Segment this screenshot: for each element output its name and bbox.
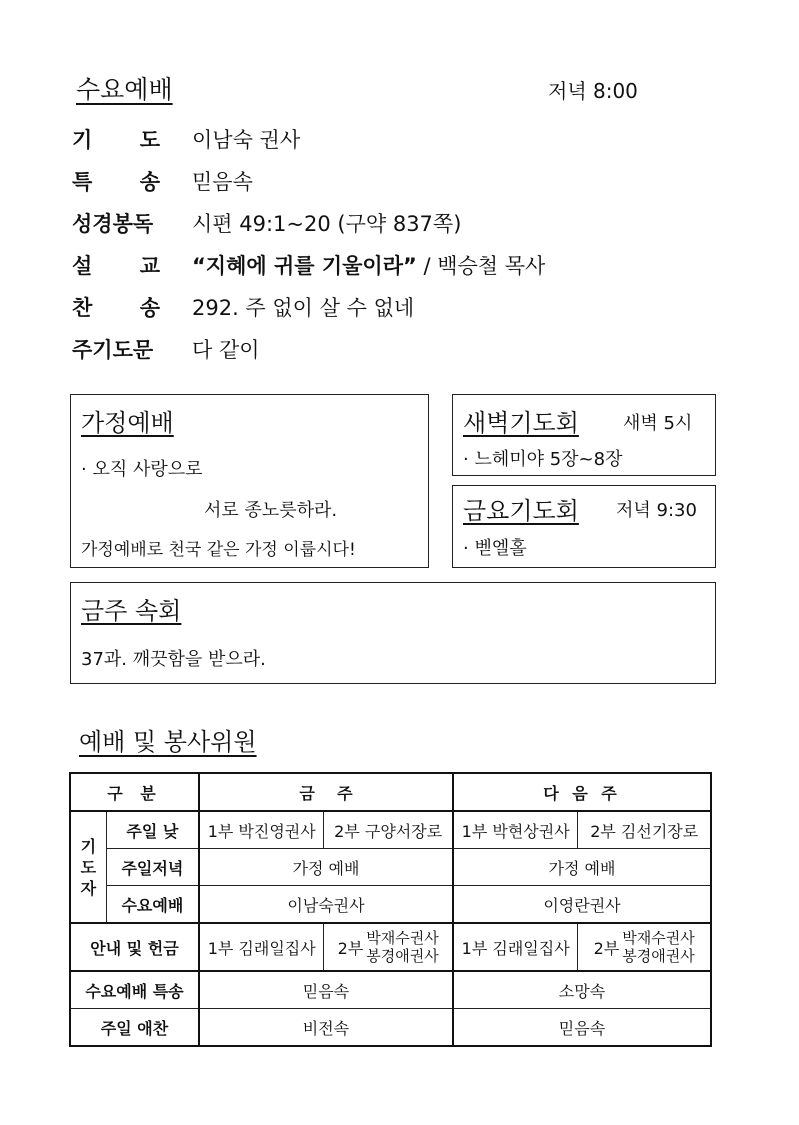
table-cell: 2부 박재수권사 봉경애권사 xyxy=(578,923,711,971)
row-value xyxy=(192,250,545,280)
service-row-hymn xyxy=(72,292,414,322)
row-value: 292. 주 없이 살 수 없네 xyxy=(192,296,415,320)
friday-prayer-text: · 벧엘홀 xyxy=(463,538,527,559)
table-cell: 2부 박재수권사 봉경애권사 xyxy=(324,923,453,971)
family-worship-line3: 가정예배로 천국 같은 가정 이룹시다! xyxy=(81,540,356,560)
table-row xyxy=(70,886,711,924)
family-worship-title: 가정예배 xyxy=(81,409,174,437)
friday-prayer-time: 저녁 9:30 xyxy=(616,500,697,521)
family-worship-box xyxy=(70,394,429,568)
table-cell: 2부 구양서장로 xyxy=(324,811,453,849)
table-cell: 가정 예배 xyxy=(453,849,711,886)
header-next-week: 다 음 주 xyxy=(453,773,711,811)
table-cell: 이영란권사 xyxy=(453,886,711,924)
dawn-prayer-time: 새벽 5시 xyxy=(623,413,693,434)
row-label: 수요예배 특송 xyxy=(70,971,199,1009)
cell-meeting-box xyxy=(70,582,716,684)
cell-meeting-title: 금주 속회 xyxy=(81,597,182,625)
table-cell: 소망속 xyxy=(453,971,711,1009)
service-row-scripture xyxy=(72,208,461,238)
wednesday-title: 수요예배 xyxy=(76,75,173,104)
prayer-group-label: 기 도 자 xyxy=(70,811,106,923)
service-row-special-song xyxy=(72,166,253,196)
table-cell: 2부 김선기장로 xyxy=(578,811,711,849)
table-row xyxy=(70,971,711,1009)
row-value: 시편 49:1~20 (구약 837쪽) xyxy=(192,212,462,236)
service-row-sermon xyxy=(72,250,545,280)
table-cell: 비전속 xyxy=(199,1009,453,1047)
table-cell: 1부 김래일집사 xyxy=(453,923,578,971)
row-label: 찬 송 xyxy=(72,296,160,320)
row-label: 주일 낮 xyxy=(106,811,199,849)
committee-table xyxy=(69,772,712,1047)
wednesday-time: 저녁 8:00 xyxy=(548,79,638,103)
row-label: 주일 애찬 xyxy=(70,1009,199,1047)
family-worship-line1: · 오직 사랑으로 xyxy=(81,459,203,480)
service-row-prayer xyxy=(72,124,300,154)
cell-meeting-text: 37과. 깨끗함을 받으라. xyxy=(81,649,266,670)
row-value: 이남숙 권사 xyxy=(192,128,301,152)
table-row xyxy=(70,1009,711,1047)
row-label: 설 교 xyxy=(72,254,160,278)
friday-prayer-box xyxy=(452,485,716,568)
table-row xyxy=(70,811,711,849)
table-cell: 이남숙권사 xyxy=(199,886,453,924)
row-label: 기 도 xyxy=(72,128,160,152)
header-this-week: 금 주 xyxy=(199,773,453,811)
table-cell: 1부 박현상권사 xyxy=(453,811,578,849)
row-value: 믿음속 xyxy=(192,170,253,194)
row-label: 특 송 xyxy=(72,170,160,194)
row-label: 성경봉독 xyxy=(72,212,154,236)
table-row xyxy=(70,849,711,886)
dawn-prayer-text: · 느헤미야 5장~8장 xyxy=(463,449,623,470)
row-value: 다 같이 xyxy=(192,338,260,362)
row-label: 안내 및 헌금 xyxy=(70,923,199,971)
header-category: 구 분 xyxy=(70,773,199,811)
table-cell: 가정 예배 xyxy=(199,849,453,886)
table-cell: 1부 김래일집사 xyxy=(199,923,324,971)
row-label: 주기도문 xyxy=(72,338,154,362)
table-row xyxy=(70,923,711,971)
dawn-prayer-title: 새벽기도회 xyxy=(463,409,579,437)
table-header-row xyxy=(70,773,711,811)
table-cell: 믿음속 xyxy=(199,971,453,1009)
row-label: 수요예배 xyxy=(106,886,199,924)
dawn-prayer-box xyxy=(452,394,716,476)
table-cell: 1부 박진영권사 xyxy=(199,811,324,849)
committee-title: 예배 및 봉사위원 xyxy=(79,728,257,756)
family-worship-line2: 서로 종노릇하라. xyxy=(204,500,338,521)
table-cell: 믿음속 xyxy=(453,1009,711,1047)
sermon-title: “지혜에 귀를 기울이라” xyxy=(192,254,417,278)
row-label: 주일저녁 xyxy=(106,849,199,886)
friday-prayer-title: 금요기도회 xyxy=(463,497,579,525)
service-row-lords-prayer xyxy=(72,334,260,364)
sermon-preacher: / 백승철 목사 xyxy=(416,254,546,278)
